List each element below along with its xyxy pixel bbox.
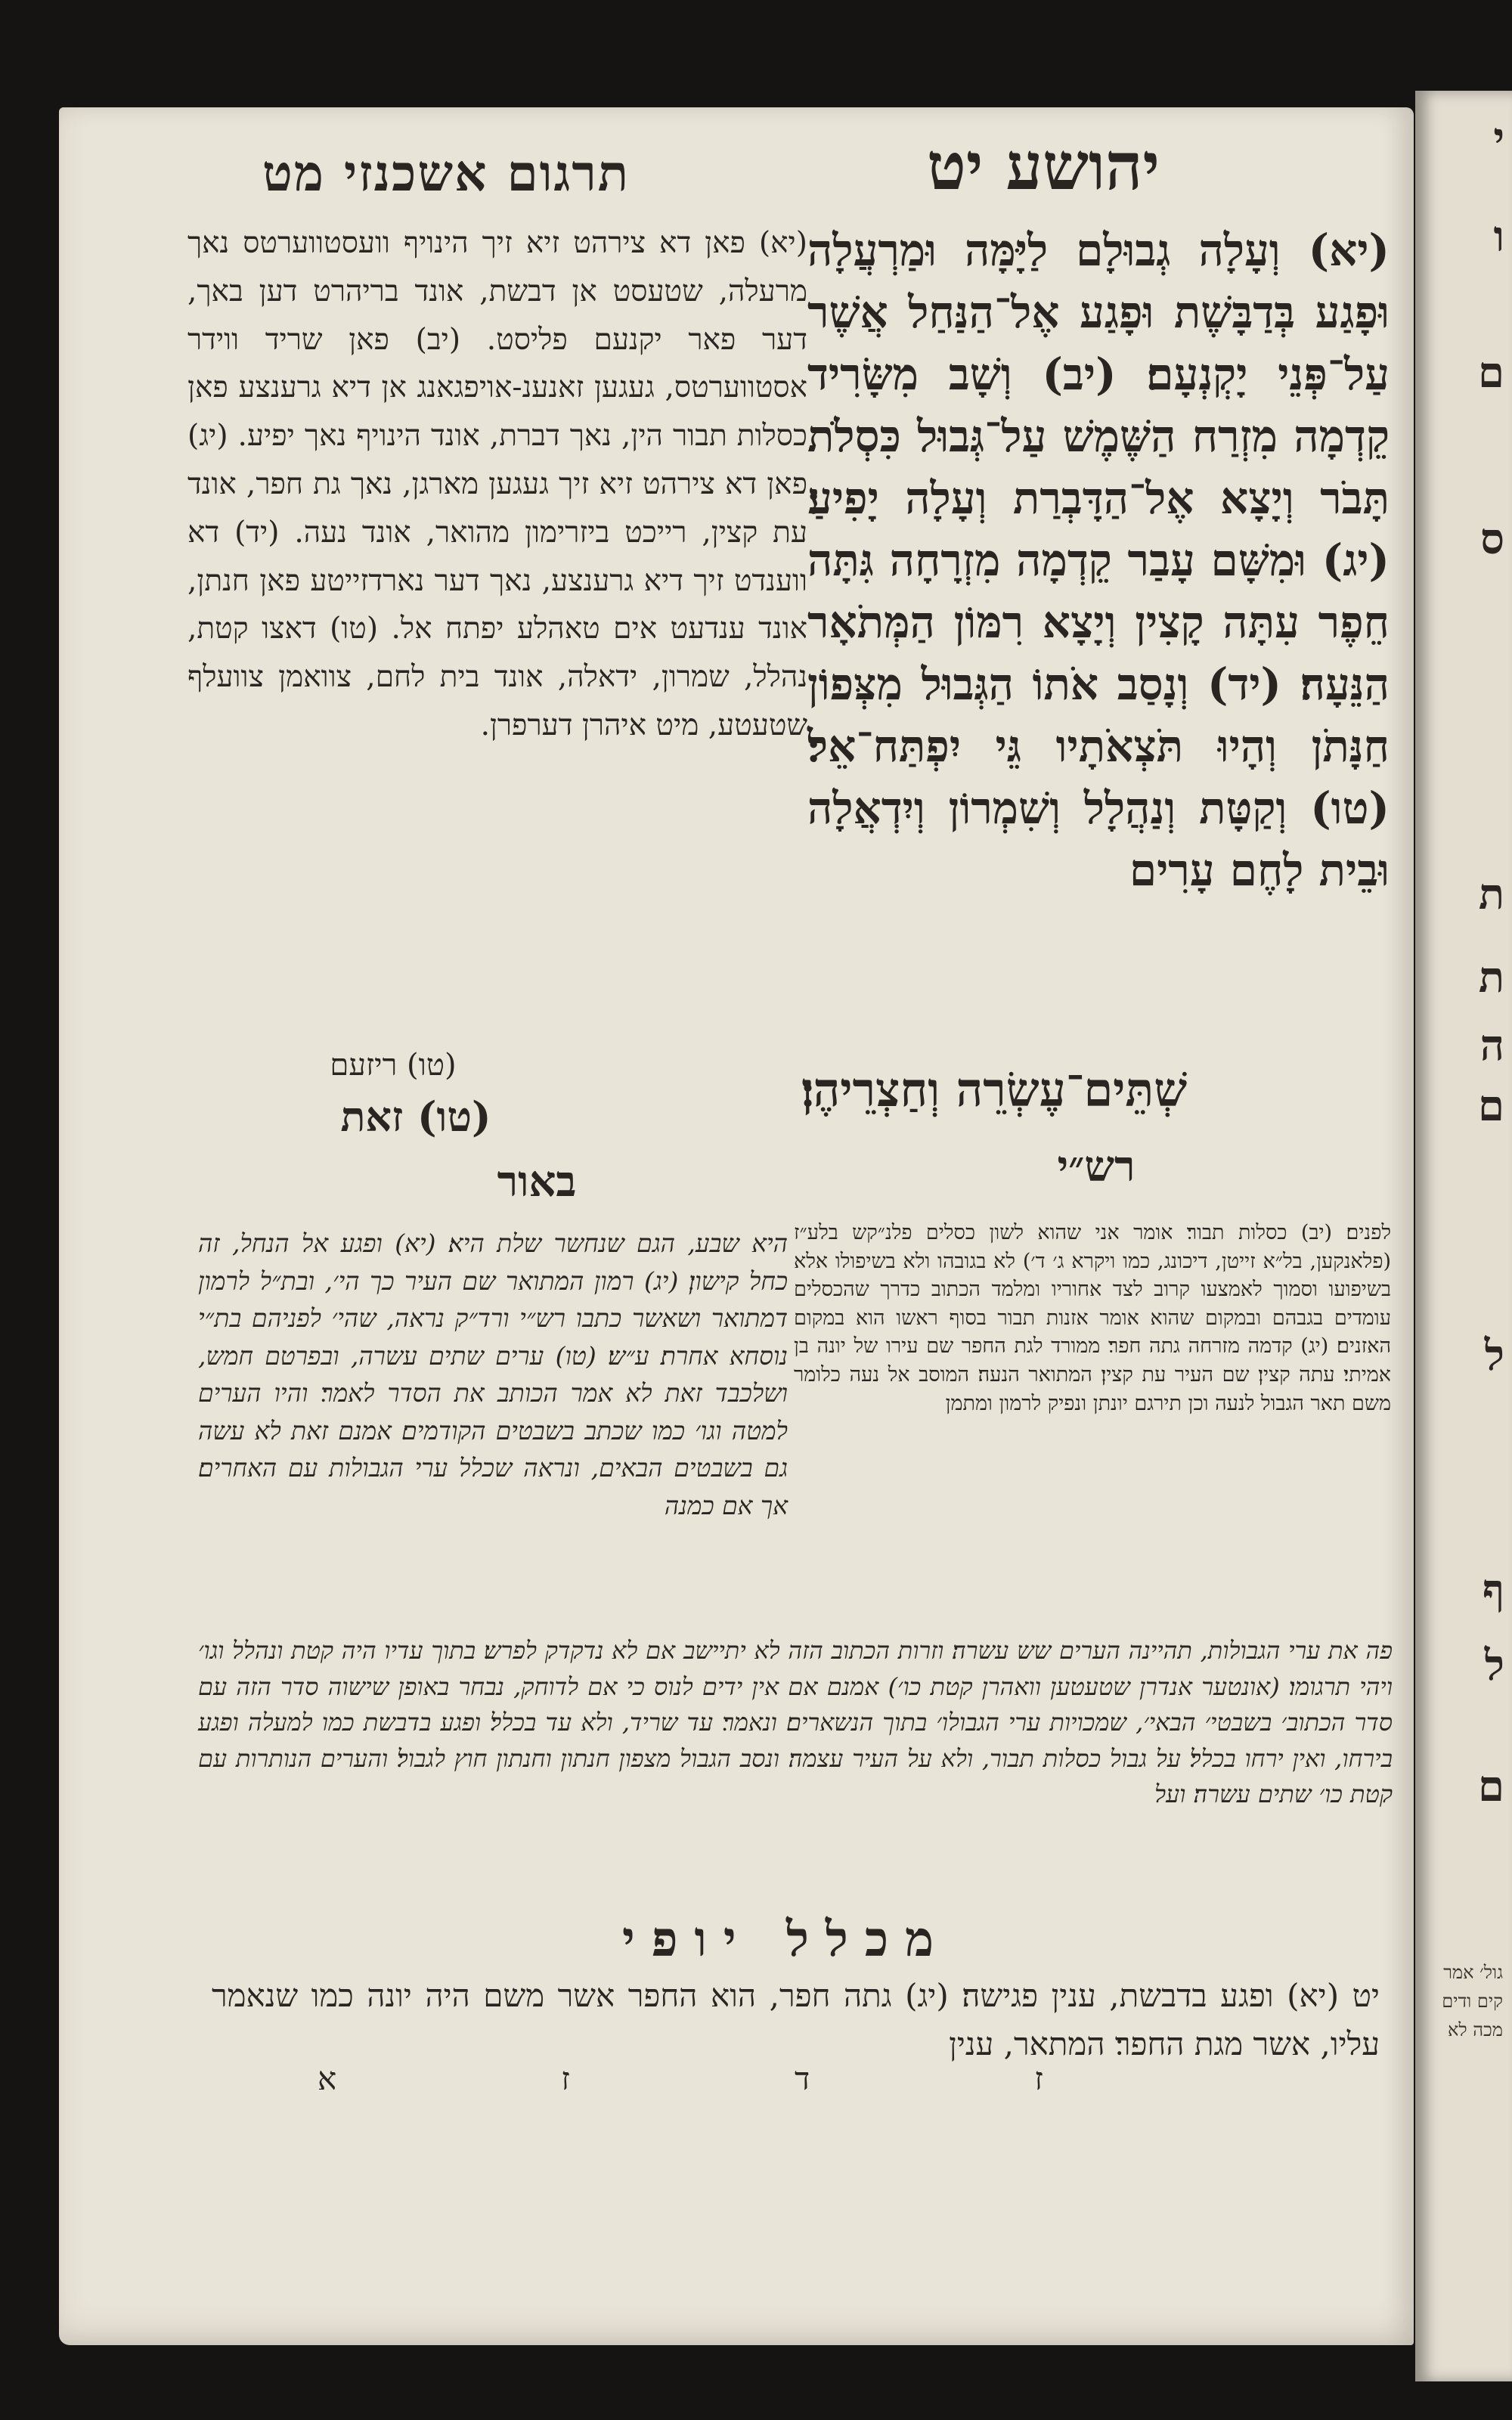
verse-last-line: שְׁתֵּים־עֶשְׂרֵה וְחַצְרֵיהֶן׃ [801,1062,1188,1117]
verse-column-text: (יא) וְעָלָה גְבוּלָם לַיָּמָּה וּמַרְעֲלָה וּפָגַע בְּדַבָּשֶׁת וּפָגַע אֶל־הַנַּחַל אֲשֶׁר עַל־פְּנֵי יָקְנְעָם׃ (יב) וְשָׁב מִשָּׂרִיד קֵדְמָה מִזְרַח הַשֶּׁמֶשׁ עַל־גְּבוּל כִּסְלֹת תָּבֹר וְיָצָא אֶל־הַדָּבְרַת וְעָלָה יָפִיעַ׃ (יג) וּמִשָּׁם עָבַר קֵדְמָה מִזְרָחָה גִּתָּה חֵפֶר עִתָּה קָצִין וְיָצָא רִמּוֹן הַמְּתֹאָר הַנֵּעָה׃ (יד) וְנָסַב אֹתוֹ הַגְּבוּל מִצְּפוֹן חַנָּתֹן וְהָיוּ תֹּצְאֹתָיו גֵּי יִפְתַּח־אֵל׃ (טו) וְקַטָּת וְנַהֲלָל וְשִׁמְרוֹן וְיִדְאֲלָה וּבֵית לָחֶם עָרִים [807,225,1390,896]
facing-page-fragment: ה [1479,1021,1504,1071]
facing-page-fragment: ת [1478,953,1504,1002]
facing-page-fragment: ו [1493,212,1504,262]
signature-letter: ז [1034,2060,1043,2097]
facing-page-edge [1415,91,1512,2381]
facing-page-fragment: ל [1484,1331,1504,1380]
facing-page-fragment: ם [1478,1762,1504,1811]
facing-page-fragment: ף [1482,1565,1504,1615]
signature-letter: ד [795,2060,810,2097]
targum-column-text: (יא) פאן דא צירהט זיא זיך הינויף וועסטווערטס נאך מרעלה, שטעסט אן דבשת, אונד בריהרט דען באך, דער פאר יקנעם פליסט. (יב) פאן שריד ווידר אסטווערטס, געגען זאנענ-אויפגאנג אן דיא גרענצע פאן כסלות תבור הין, נאך דברת, אונד הינויף נאך יפיע. (יג) פאן דא צירהט זיא זיך געגען מארגן, נאך גת חפר, אונד עת קצין, רייכט ביזרימון מהואר, אונד נעה. (יד) דא ווענדט זיך דיא גרענצע, נאך דער נארדזייטע פאן חנתן, אונד ענדעט אים טאהלע יפתח אל. (טו) דאצו קטת, נהלל, שמרון, ידאלה, אונד בית לחם, צוואמן צוועלף שטעטע, מיט איהרן דערפרן. [187,226,807,742]
rashi-heading: רש״י [1057,1142,1136,1191]
running-header-book: יהושע יט [926,129,1160,205]
facing-page-fragment: ם [1478,1081,1504,1131]
mikhlal-yofi-text: יט (יא) ופגע בדבשת, ענין פגישה׃ (יג) גתה חפר, הוא החפר אשר משם היה יונה כמו שנאמר עליו, אשר מגת החפר׃ המתאר, ענין [212,1977,1380,2062]
running-header-targum: תרגום אשכנזי מט [262,144,630,203]
signature-marks [318,2060,1043,2098]
signature-letter: ז [561,2060,570,2097]
signature-letter: א [318,2060,337,2097]
facing-page-fragment: ל [1484,1641,1504,1690]
facing-page-small-text: גול׳ אמר קים ודים מכה לא [1442,1962,1503,2040]
targum-catchword: (טו) ריזעם [330,1048,457,1083]
biur-heading: באור [497,1157,577,1207]
facing-page-fragment: ת [1478,869,1504,919]
biur-column-text: היא שבע, הגם שנחשר שלת היא׃ (יא) ופגע אל הנחל, זה כחל קישון׃ (יג) רמון המתואר שם העיר כך הי׳, ובת״ל לרמון דמתואר ושאשר כתבו רש״י ורד״ק נראה, שהי׳ לפניהם בת״י נוסחא אחרת׃ ע״ש׃ (טו) ערים שתים עשרה, ובפרטם חמש, ושלכבד זאת לא אמר הכותב את הסדר לאמר׃ והיו הערים למטה וגו׳ כמו שכתב בשבטים הקודמים׃ אמנם זאת לא עשה גם בשבטים הבאים, ונראה שכלל ערי הגבולות עם האחרים׃ אך אם כמנה [198,1229,788,1520]
rashi-commentary-text: לפנים׃ (יב) כסלות תבור׃ אומר אני שהוא לשון כסלים פלנ״קש בלע״ז (פלאנקען, בל״א זייטן, דיכונג, כמו ויקרא ג׳ ד׳) לא בגובהו ולא בשיפולו אלא בשיפועו וסמוך לאמצעו קרוב לצד אחוריו ומלמד הכתוב כדרך שהכסלים עומדים בגבהם ובמקום שהוא אומר אזנות תבור בסוף ראשו הוא במקום האזנים׃ (יג) קדמה מזרחה גתה חפר׃ ממורד לגת החפר שם עירו של יונה בן אמיתי׃ עתה קצין׃ שם העיר עת קצין׃ המתואר הנעה׃ המוסב אל נעה כלומר משם תאר הגבול לנעה וכן תירגם יונתן ונפיק לרמון ומתמן [794,1221,1391,1415]
next-page-catchword: (טו) זאת [340,1092,491,1141]
facing-page-fragment: ם [1478,348,1504,398]
facing-page-fragment: י [1493,113,1504,163]
biur-continued-text: פה את ערי הגבולות, תהיינה הערים שש עשרה׃ וזרות הכתוב הזה לא יתיישב אם לא נדקדק לפרש׃ בתוך עדיו היה קטת ונהלל וגו׳ ויהי תרגומו׃ (אונטער אנדרן שטעטען וואהרן קטת כו׳) אמנם אם אין ידים לנוס כי אם לדוחק, נבחר באופן שישוה סדר הזה עם סדר הכתוב׳ בשבטי׳ הבאי׳, שמכויות ערי הגבולו׳ בתוך הנשארים׃ ונאמר׃ עד שריד, ולא עד בכלל׃ ופגע בדבשת כמו למעלה ופגע בירחו, ואין ירחו בכלל׃ על גבול כסלות תבור, ולא על העיר עצמה׃ ונסב הגבול מצפון חנתון וחנתון חוץ לגבול׃ והערים הנותרות עם קטת כו׳ שתים עשרה׃ ועל [198,1636,1393,1809]
mikhlal-yofi-heading: מכלל יופי [621,1911,951,1968]
facing-page-fragment: ס [1480,514,1504,564]
